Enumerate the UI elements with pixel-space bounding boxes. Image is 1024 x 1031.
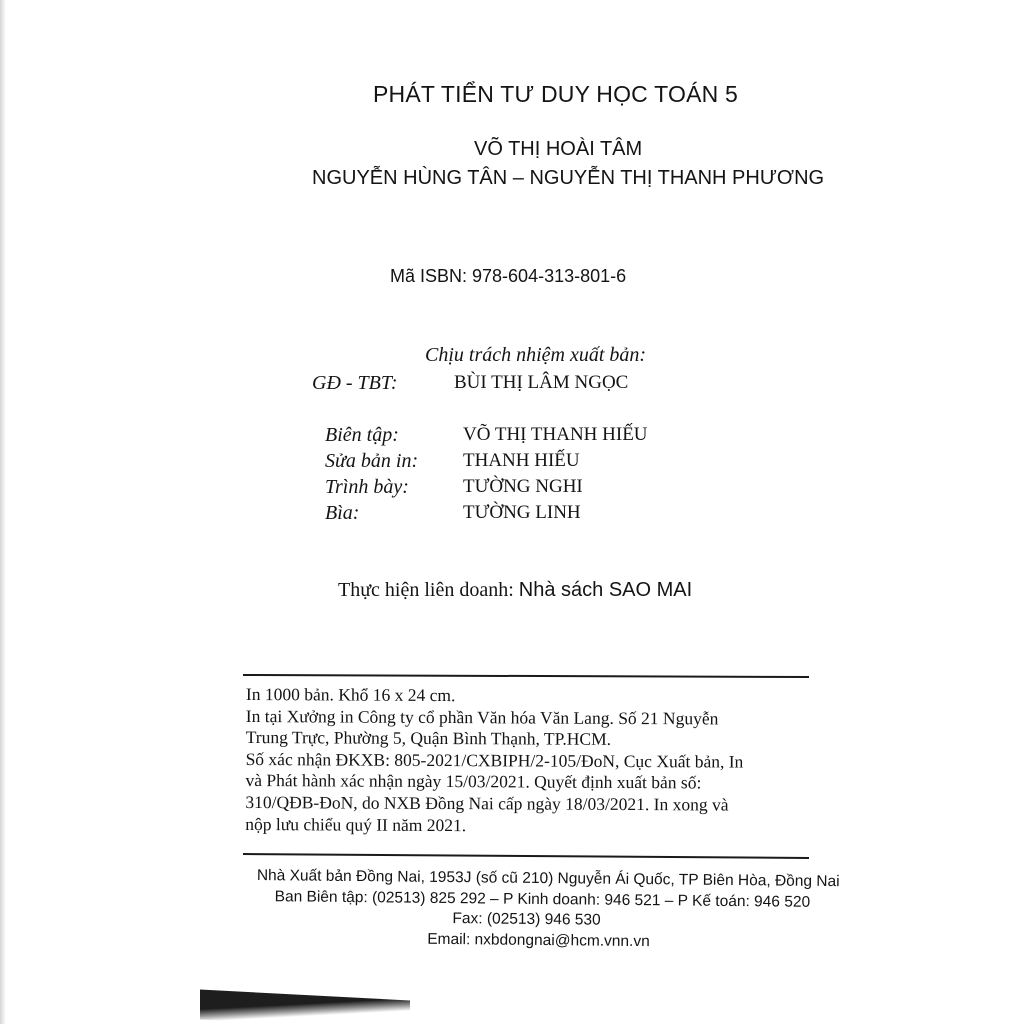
credit-name-editor: VÕ THỊ THANH HIẾU bbox=[463, 424, 648, 445]
divider-top bbox=[243, 674, 809, 678]
publisher-address: Nhà Xuất bản Đồng Nai, 1953J (số cũ 210) Nguyễn Ái Quốc, TP Biên Hòa, Đồng Nai bbox=[256, 867, 840, 891]
credit-name-layout: TƯỜNG NGHI bbox=[463, 476, 583, 497]
publisher-fax: Fax: (02513) 946 530 bbox=[452, 910, 601, 929]
credit-role-proofreader: Sửa bản in: bbox=[325, 450, 419, 472]
book-title: PHÁT TIỂN TƯ DUY HỌC TOÁN 5 bbox=[373, 81, 739, 107]
author-line-2: NGUYỄN HÙNG TÂN – NGUYỄN THỊ THANH PHƯƠNG bbox=[312, 167, 825, 189]
director-name: BÙI THỊ LÂM NGỌC bbox=[454, 372, 629, 393]
joint-venture-value: Nhà sách SAO MAI bbox=[518, 579, 693, 601]
colophon-line: Số xác nhận ĐKXB: 805-2021/CXBIPH/2-105/ĐoN, Cục Xuất bản, In bbox=[245, 748, 744, 772]
credit-role-editor: Biên tập: bbox=[325, 424, 399, 446]
colophon bbox=[245, 684, 808, 838]
colophon-line: và Phát hành xác nhận ngày 15/03/2021. Quyết định xuất bản số: bbox=[245, 770, 702, 793]
divider-bottom bbox=[243, 853, 809, 859]
director-role: GĐ - TBT: bbox=[312, 372, 398, 394]
joint-venture bbox=[338, 579, 692, 602]
colophon-line: nộp lưu chiểu quý II năm 2021. bbox=[245, 813, 467, 835]
credit-name-cover: TƯỜNG LINH bbox=[463, 502, 581, 523]
responsibility-heading: Chịu trách nhiệm xuất bản: bbox=[425, 344, 647, 366]
colophon-line: Trung Trực, Phường 5, Quận Bình Thạnh, TP.HCM. bbox=[245, 727, 612, 750]
credit-name-proofreader: THANH HIẾU bbox=[463, 450, 580, 471]
page-edge-shadow bbox=[0, 0, 6, 1024]
colophon-line: In tại Xưởng in Công ty cổ phần Văn hóa Văn Lang. Số 21 Nguyễn bbox=[245, 705, 719, 729]
publisher-info bbox=[254, 866, 840, 954]
colophon-line: In 1000 bản. Khổ 16 x 24 cm. bbox=[245, 684, 456, 706]
colophon-line: 310/QĐB-ĐoN, do NXB Đồng Nai cấp ngày 18/03/2021. In xong và bbox=[245, 791, 729, 815]
publisher-email: Email: nxbdongnai@hcm.vnn.vn bbox=[427, 930, 650, 950]
credit-role-layout: Trình bày: bbox=[325, 476, 409, 498]
credit-role-cover: Bìa: bbox=[325, 502, 360, 524]
publisher-phones: Ban Biên tập: (02513) 825 292 – P Kinh doanh: 946 521 – P Kế toán: 946 520 bbox=[274, 887, 811, 911]
scan-edge-shadow bbox=[200, 989, 410, 1030]
joint-venture-label: Thực hiện liên doanh: bbox=[338, 579, 514, 601]
isbn: Mã ISBN: 978-604-313-801-6 bbox=[390, 266, 627, 286]
author-line-1: VÕ THỊ HOÀI TÂM bbox=[474, 138, 643, 160]
